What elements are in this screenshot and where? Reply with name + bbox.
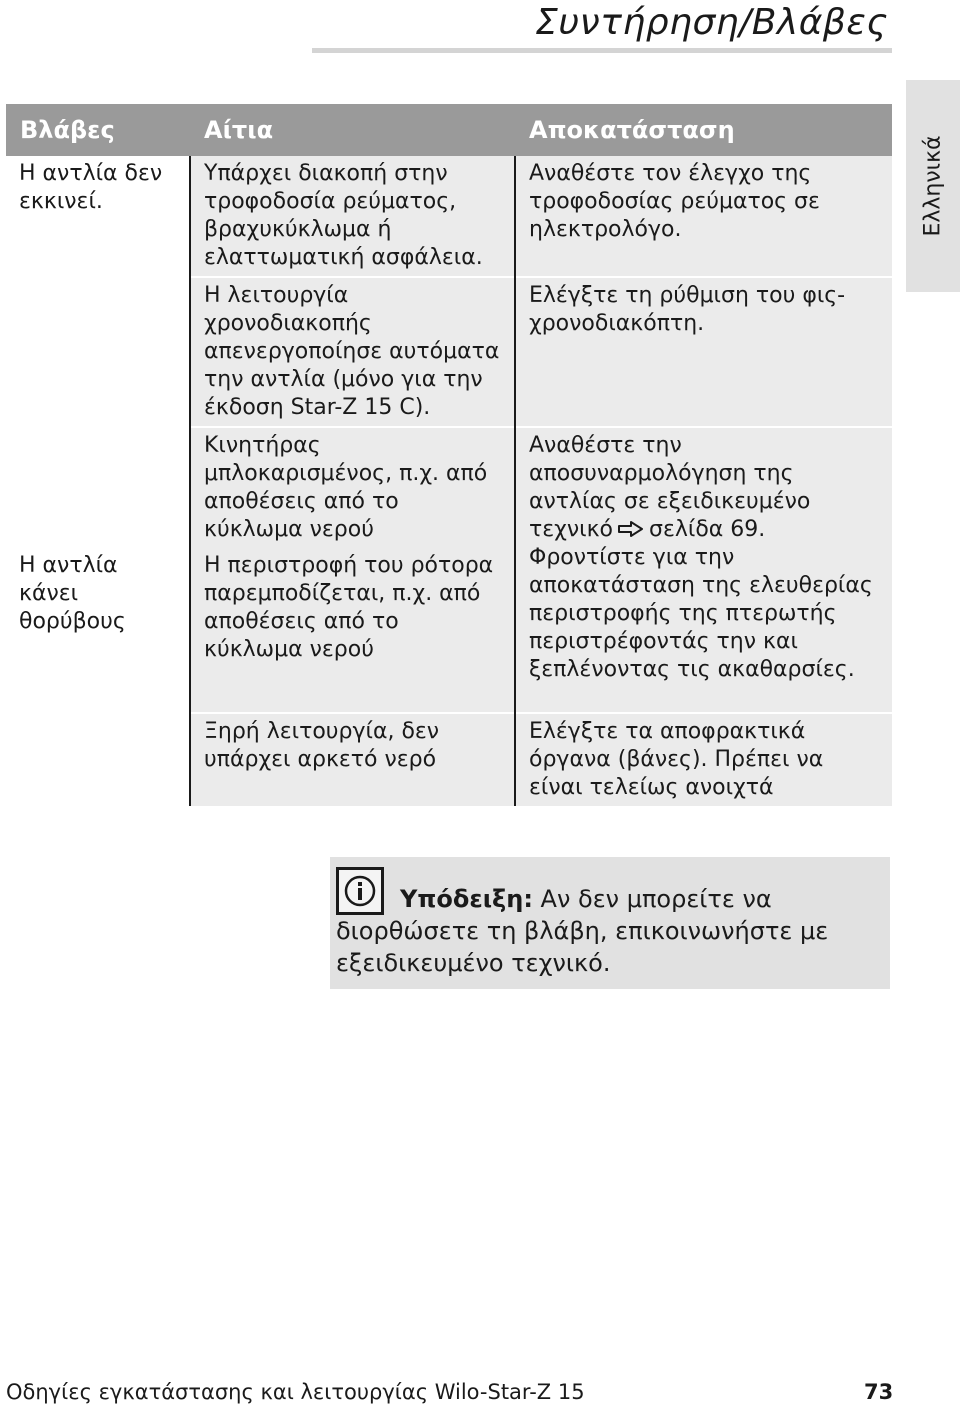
footer-doc-title: Οδηγίες εγκατάστασης και λειτουργίας Wilo-Star-Z 15: [6, 1380, 585, 1404]
note-text: [336, 883, 876, 979]
language-tab: [906, 80, 960, 292]
note-box: [330, 857, 890, 989]
page-number: 73: [864, 1380, 894, 1404]
column-header-faults: Βλάβες: [6, 104, 190, 156]
cause-cell: Κινητήρας μπλοκαρισμένος, π.χ. από αποθέσεις από το κύκλωμα νερού: [190, 427, 515, 548]
symptom-cell: Η αντλία κάνει θορύβους: [6, 548, 190, 806]
cause-cell: Υπάρχει διακοπή στην τροφοδοσία ρεύματος, βραχυκύκλωμα ή ελαττωματική ασφάλεια.: [190, 156, 515, 277]
language-tab-label: Ελληνικά: [920, 135, 946, 237]
note-body: Αν δεν μπορείτε να διορθώσετε τη βλάβη, επικοινωνήστε με εξειδικευμένο τεχνικό.: [336, 885, 829, 977]
troubleshooting-table: [6, 104, 892, 806]
page-title: Συντήρηση/Βλάβες: [535, 2, 888, 43]
note-label: Υπόδειξη:: [400, 885, 533, 913]
column-header-causes: Αίτια: [190, 104, 515, 156]
cause-cell: Ξηρή λειτουργία, δεν υπάρχει αρκετό νερό: [190, 713, 515, 806]
header-divider: [312, 48, 892, 53]
remedy-text-continued: σελίδα 69. Φροντίστε για την αποκατάσταση της ελευθερίας περιστροφής της πτερωτής περιστρέφοντάς την και ξεπλένοντας τις ακαθαρσίες.: [529, 517, 873, 682]
remedy-cell: Ελέγξτε τα αποφρακτικά όργανα (βάνες). Πρέπει να είναι τελείως ανοιχτά: [515, 713, 892, 806]
symptom-cell: Η αντλία δεν εκκινεί.: [6, 156, 190, 548]
cause-cell: Η λειτουργία χρονοδιακοπής απενεργοποίησε αυτόματα την αντλία (μόνο για την έκδοση Star-Z 15 C).: [190, 277, 515, 427]
column-header-remedy: Αποκατάσταση: [515, 104, 892, 156]
remedy-text: Αναθέστε την αποσυναρμολόγηση της αντλίας σε εξειδικευμένο τεχνικό: [529, 433, 811, 542]
remedy-cell: Αναθέστε τον έλεγχο της τροφοδοσίας ρεύματος σε ηλεκτρολόγο.: [515, 156, 892, 277]
cause-cell: Η περιστροφή του ρότορα παρεμποδίζεται, π.χ. από αποθέσεις από το κύκλωμα νερού: [190, 548, 515, 713]
remedy-cell: Ελέγξτε τη ρύθμιση του φις-χρονοδιακόπτη.: [515, 277, 892, 427]
table-row: [6, 156, 892, 277]
arrow-right-icon: [617, 520, 645, 538]
table-header-row: [6, 104, 892, 156]
remedy-cell: [515, 427, 892, 713]
